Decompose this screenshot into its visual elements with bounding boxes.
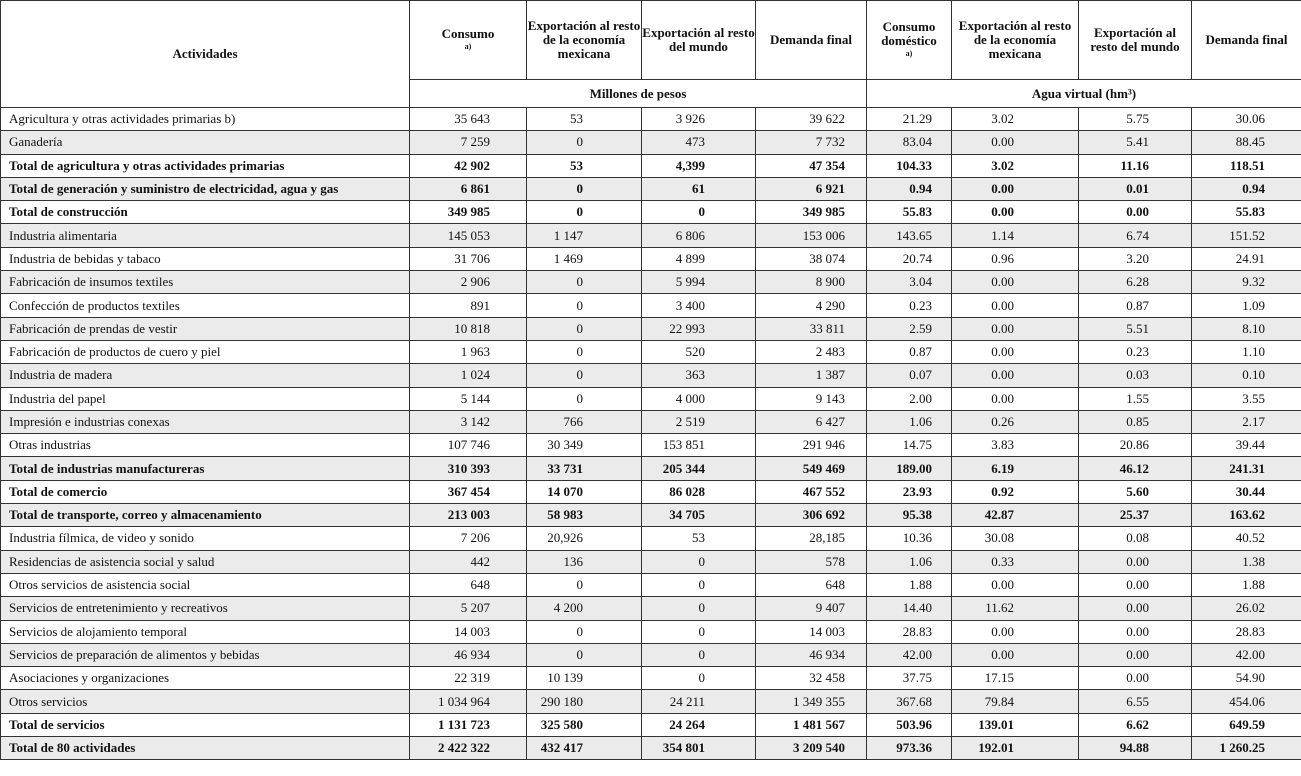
value-cell: 306 692 [756, 504, 867, 527]
activity-label: Total de agricultura y otras actividades primarias [1, 154, 410, 177]
value-cell: 6 861 [410, 177, 527, 200]
table-row [1, 340, 1301, 363]
value-cell: 0 [642, 573, 756, 596]
activity-label: Total de construcción [1, 201, 410, 224]
table-row [1, 527, 1301, 550]
value-cell: 5 207 [410, 597, 527, 620]
value-cell: 454.06 [1192, 690, 1301, 713]
value-cell: 20.86 [1079, 434, 1192, 457]
value-cell: 0 [527, 573, 642, 596]
column-header: Exportación al resto del mundo [1079, 1, 1192, 80]
value-cell: 1 469 [527, 247, 642, 270]
activity-label: Asociaciones y organizaciones [1, 667, 410, 690]
activity-label: Total de comercio [1, 480, 410, 503]
value-cell: 17.15 [952, 667, 1079, 690]
value-cell: 6 806 [642, 224, 756, 247]
value-cell: 39 622 [756, 108, 867, 131]
value-cell: 0 [642, 550, 756, 573]
value-cell: 6.62 [1079, 713, 1192, 736]
value-cell: 1 131 723 [410, 713, 527, 736]
value-cell: 3.83 [952, 434, 1079, 457]
value-cell: 0.00 [952, 340, 1079, 363]
value-cell: 2.17 [1192, 410, 1301, 433]
activity-label: Fabricación de prendas de vestir [1, 317, 410, 340]
value-cell: 104.33 [867, 154, 952, 177]
value-cell: 21.29 [867, 108, 952, 131]
activities-header: Actividades [1, 1, 410, 108]
value-cell: 0.33 [952, 550, 1079, 573]
value-cell: 0.94 [867, 177, 952, 200]
value-cell: 349 985 [410, 201, 527, 224]
value-cell: 192.01 [952, 737, 1079, 760]
table-row [1, 364, 1301, 387]
activity-label: Servicios de preparación de alimentos y bebidas [1, 643, 410, 666]
value-cell: 10 139 [527, 667, 642, 690]
value-cell: 3.02 [952, 154, 1079, 177]
value-cell: 0 [642, 643, 756, 666]
total-row [1, 177, 1301, 200]
value-cell: 22 319 [410, 667, 527, 690]
value-cell: 5.41 [1079, 131, 1192, 154]
value-cell: 9 143 [756, 387, 867, 410]
value-cell: 3.20 [1079, 247, 1192, 270]
value-cell: 549 469 [756, 457, 867, 480]
value-cell: 290 180 [527, 690, 642, 713]
activity-label: Servicios de entretenimiento y recreativos [1, 597, 410, 620]
value-cell: 0 [527, 317, 642, 340]
value-cell: 0.00 [952, 364, 1079, 387]
value-cell: 3.55 [1192, 387, 1301, 410]
value-cell: 0.00 [1079, 573, 1192, 596]
value-cell: 46 934 [410, 643, 527, 666]
value-cell: 0.23 [1079, 340, 1192, 363]
value-cell: 53 [642, 527, 756, 550]
value-cell: 0.00 [952, 294, 1079, 317]
value-cell: 9 407 [756, 597, 867, 620]
value-cell: 2 906 [410, 271, 527, 294]
value-cell: 3 926 [642, 108, 756, 131]
value-cell: 4 290 [756, 294, 867, 317]
value-cell: 55.83 [867, 201, 952, 224]
value-cell: 5.60 [1079, 480, 1192, 503]
column-header: Demanda final [1192, 1, 1301, 80]
value-cell: 33 731 [527, 457, 642, 480]
value-cell: 14 003 [410, 620, 527, 643]
value-cell: 0.01 [1079, 177, 1192, 200]
value-cell: 5 994 [642, 271, 756, 294]
value-cell: 0 [527, 177, 642, 200]
value-cell: 6 427 [756, 410, 867, 433]
value-cell: 26.02 [1192, 597, 1301, 620]
value-cell: 3 400 [642, 294, 756, 317]
value-cell: 88.45 [1192, 131, 1301, 154]
column-header: Consumo a) [410, 1, 527, 80]
value-cell: 0.00 [1079, 550, 1192, 573]
value-cell: 432 417 [527, 737, 642, 760]
value-cell: 7 732 [756, 131, 867, 154]
activity-label: Total de transporte, correo y almacenamiento [1, 504, 410, 527]
column-header: Exportación al resto de la economía mexicana [527, 1, 642, 80]
value-cell: 6 921 [756, 177, 867, 200]
total-row [1, 713, 1301, 736]
value-cell: 32 458 [756, 667, 867, 690]
value-cell: 163.62 [1192, 504, 1301, 527]
value-cell: 1.14 [952, 224, 1079, 247]
value-cell: 31 706 [410, 247, 527, 270]
value-cell: 442 [410, 550, 527, 573]
value-cell: 33 811 [756, 317, 867, 340]
value-cell: 503.96 [867, 713, 952, 736]
activity-label: Otras industrias [1, 434, 410, 457]
value-cell: 61 [642, 177, 756, 200]
value-cell: 30.44 [1192, 480, 1301, 503]
value-cell: 310 393 [410, 457, 527, 480]
value-cell: 0.00 [1079, 667, 1192, 690]
activity-label: Industria de bebidas y tabaco [1, 247, 410, 270]
activity-label: Total de industrias manufactureras [1, 457, 410, 480]
value-cell: 0.00 [1079, 620, 1192, 643]
value-cell: 47 354 [756, 154, 867, 177]
value-cell: 1.55 [1079, 387, 1192, 410]
activity-label: Impresión e industrias conexas [1, 410, 410, 433]
value-cell: 24.91 [1192, 247, 1301, 270]
column-header: Exportación al resto de la economía mexicana [952, 1, 1079, 80]
value-cell: 54.90 [1192, 667, 1301, 690]
column-header: Demanda final [756, 1, 867, 80]
activity-label: Total de generación y suministro de electricidad, agua y gas [1, 177, 410, 200]
activity-label: Agricultura y otras actividades primarias b) [1, 108, 410, 131]
value-cell: 0 [527, 294, 642, 317]
value-cell: 8.10 [1192, 317, 1301, 340]
value-cell: 0 [642, 620, 756, 643]
value-cell: 24 264 [642, 713, 756, 736]
value-cell: 58 983 [527, 504, 642, 527]
value-cell: 0.23 [867, 294, 952, 317]
value-cell: 1.38 [1192, 550, 1301, 573]
value-cell: 0.00 [952, 131, 1079, 154]
value-cell: 363 [642, 364, 756, 387]
value-cell: 3 209 540 [756, 737, 867, 760]
value-cell: 46 934 [756, 643, 867, 666]
value-cell: 4 200 [527, 597, 642, 620]
table-row [1, 597, 1301, 620]
value-cell: 38 074 [756, 247, 867, 270]
value-cell: 83.04 [867, 131, 952, 154]
value-cell: 136 [527, 550, 642, 573]
table-row [1, 690, 1301, 713]
value-cell: 891 [410, 294, 527, 317]
value-cell: 39.44 [1192, 434, 1301, 457]
value-cell: 86 028 [642, 480, 756, 503]
value-cell: 151.52 [1192, 224, 1301, 247]
value-cell: 14 003 [756, 620, 867, 643]
table-row [1, 294, 1301, 317]
value-cell: 0 [642, 597, 756, 620]
table-row [1, 387, 1301, 410]
value-cell: 42.87 [952, 504, 1079, 527]
table-row [1, 108, 1301, 131]
value-cell: 0.94 [1192, 177, 1301, 200]
value-cell: 53 [527, 108, 642, 131]
activity-label: Servicios de alojamiento temporal [1, 620, 410, 643]
value-cell: 1 024 [410, 364, 527, 387]
value-cell: 11.62 [952, 597, 1079, 620]
value-cell: 6.74 [1079, 224, 1192, 247]
total-row [1, 737, 1301, 760]
value-cell: 367 454 [410, 480, 527, 503]
total-row [1, 504, 1301, 527]
column-header: Exportación al resto del mundo [642, 1, 756, 80]
value-cell: 7 206 [410, 527, 527, 550]
value-cell: 9.32 [1192, 271, 1301, 294]
value-cell: 10.36 [867, 527, 952, 550]
table-row [1, 317, 1301, 340]
activity-label: Fabricación de insumos textiles [1, 271, 410, 294]
value-cell: 0.87 [867, 340, 952, 363]
value-cell: 14.75 [867, 434, 952, 457]
unit-water-header: Agua virtual (hm³) [867, 80, 1301, 108]
value-cell: 5.51 [1079, 317, 1192, 340]
value-cell: 0.08 [1079, 527, 1192, 550]
value-cell: 241.31 [1192, 457, 1301, 480]
value-cell: 0.87 [1079, 294, 1192, 317]
table-row [1, 643, 1301, 666]
value-cell: 1 034 964 [410, 690, 527, 713]
value-cell: 205 344 [642, 457, 756, 480]
value-cell: 2.59 [867, 317, 952, 340]
value-cell: 24 211 [642, 690, 756, 713]
value-cell: 1 147 [527, 224, 642, 247]
value-cell: 30 349 [527, 434, 642, 457]
activity-label: Total de 80 actividades [1, 737, 410, 760]
value-cell: 40.52 [1192, 527, 1301, 550]
value-cell: 578 [756, 550, 867, 573]
value-cell: 3.02 [952, 108, 1079, 131]
value-cell: 0.96 [952, 247, 1079, 270]
value-cell: 30.08 [952, 527, 1079, 550]
value-cell: 325 580 [527, 713, 642, 736]
value-cell: 42 902 [410, 154, 527, 177]
value-cell: 648 [410, 573, 527, 596]
value-cell: 20,926 [527, 527, 642, 550]
activity-label: Industria del papel [1, 387, 410, 410]
value-cell: 30.06 [1192, 108, 1301, 131]
activity-label: Fabricación de productos de cuero y piel [1, 340, 410, 363]
table-row [1, 573, 1301, 596]
value-cell: 46.12 [1079, 457, 1192, 480]
table-row [1, 667, 1301, 690]
table-row [1, 247, 1301, 270]
value-cell: 1.10 [1192, 340, 1301, 363]
activity-label: Industria fílmica, de video y sonido [1, 527, 410, 550]
value-cell: 0.00 [952, 387, 1079, 410]
header-row [1, 1, 1301, 80]
value-cell: 25.37 [1079, 504, 1192, 527]
value-cell: 649.59 [1192, 713, 1301, 736]
table-row [1, 620, 1301, 643]
column-header: Consumo doméstico a) [867, 1, 952, 80]
value-cell: 473 [642, 131, 756, 154]
total-row [1, 154, 1301, 177]
value-cell: 7 259 [410, 131, 527, 154]
value-cell: 1 387 [756, 364, 867, 387]
value-cell: 10 818 [410, 317, 527, 340]
activity-label: Industria alimentaria [1, 224, 410, 247]
value-cell: 0.00 [952, 271, 1079, 294]
value-cell: 107 746 [410, 434, 527, 457]
value-cell: 1 349 355 [756, 690, 867, 713]
activity-label: Industria de madera [1, 364, 410, 387]
value-cell: 118.51 [1192, 154, 1301, 177]
activity-label: Confección de productos textiles [1, 294, 410, 317]
value-cell: 37.75 [867, 667, 952, 690]
value-cell: 354 801 [642, 737, 756, 760]
value-cell: 0 [527, 364, 642, 387]
activity-label: Otros servicios [1, 690, 410, 713]
value-cell: 1.06 [867, 550, 952, 573]
total-row [1, 480, 1301, 503]
value-cell: 4 899 [642, 247, 756, 270]
value-cell: 0.03 [1079, 364, 1192, 387]
value-cell: 189.00 [867, 457, 952, 480]
value-cell: 153 851 [642, 434, 756, 457]
value-cell: 4 000 [642, 387, 756, 410]
value-cell: 0.00 [1079, 643, 1192, 666]
value-cell: 53 [527, 154, 642, 177]
table-row [1, 410, 1301, 433]
value-cell: 28.83 [1192, 620, 1301, 643]
value-cell: 3.04 [867, 271, 952, 294]
value-cell: 11.16 [1079, 154, 1192, 177]
value-cell: 0.00 [1079, 201, 1192, 224]
value-cell: 0.00 [952, 201, 1079, 224]
table-row [1, 434, 1301, 457]
value-cell: 0.00 [1079, 597, 1192, 620]
value-cell: 0 [527, 340, 642, 363]
value-cell: 0.85 [1079, 410, 1192, 433]
activity-label: Total de servicios [1, 713, 410, 736]
value-cell: 0 [527, 201, 642, 224]
value-cell: 520 [642, 340, 756, 363]
value-cell: 6.28 [1079, 271, 1192, 294]
value-cell: 8 900 [756, 271, 867, 294]
value-cell: 213 003 [410, 504, 527, 527]
value-cell: 35 643 [410, 108, 527, 131]
value-cell: 3 142 [410, 410, 527, 433]
value-cell: 28,185 [756, 527, 867, 550]
unit-pesos-header: Millones de pesos [410, 80, 867, 108]
value-cell: 139.01 [952, 713, 1079, 736]
value-cell: 0.07 [867, 364, 952, 387]
value-cell: 5 144 [410, 387, 527, 410]
activity-label: Ganadería [1, 131, 410, 154]
value-cell: 349 985 [756, 201, 867, 224]
table-row [1, 550, 1301, 573]
value-cell: 153 006 [756, 224, 867, 247]
value-cell: 6.19 [952, 457, 1079, 480]
value-cell: 0 [527, 387, 642, 410]
value-cell: 0.00 [952, 643, 1079, 666]
value-cell: 79.84 [952, 690, 1079, 713]
value-cell: 23.93 [867, 480, 952, 503]
value-cell: 94.88 [1079, 737, 1192, 760]
value-cell: 2 483 [756, 340, 867, 363]
value-cell: 0.92 [952, 480, 1079, 503]
value-cell: 367.68 [867, 690, 952, 713]
value-cell: 6.55 [1079, 690, 1192, 713]
value-cell: 648 [756, 573, 867, 596]
value-cell: 4,399 [642, 154, 756, 177]
value-cell: 1.09 [1192, 294, 1301, 317]
value-cell: 0 [527, 271, 642, 294]
value-cell: 14.40 [867, 597, 952, 620]
total-row [1, 201, 1301, 224]
table-row [1, 224, 1301, 247]
activity-label: Otros servicios de asistencia social [1, 573, 410, 596]
value-cell: 0 [527, 620, 642, 643]
value-cell: 766 [527, 410, 642, 433]
value-cell: 0 [527, 131, 642, 154]
value-cell: 467 552 [756, 480, 867, 503]
value-cell: 0.00 [952, 177, 1079, 200]
value-cell: 973.36 [867, 737, 952, 760]
value-cell: 1 481 567 [756, 713, 867, 736]
value-cell: 2 422 322 [410, 737, 527, 760]
value-cell: 1.88 [867, 573, 952, 596]
value-cell: 95.38 [867, 504, 952, 527]
value-cell: 14 070 [527, 480, 642, 503]
value-cell: 22 993 [642, 317, 756, 340]
value-cell: 0.00 [952, 317, 1079, 340]
value-cell: 0.10 [1192, 364, 1301, 387]
activity-label: Residencias de asistencia social y salud [1, 550, 410, 573]
value-cell: 1 260.25 [1192, 737, 1301, 760]
value-cell: 0 [642, 667, 756, 690]
value-cell: 1.06 [867, 410, 952, 433]
value-cell: 145 053 [410, 224, 527, 247]
table-row [1, 131, 1301, 154]
value-cell: 0.00 [952, 573, 1079, 596]
value-cell: 42.00 [867, 643, 952, 666]
value-cell: 42.00 [1192, 643, 1301, 666]
value-cell: 5.75 [1079, 108, 1192, 131]
value-cell: 0 [527, 643, 642, 666]
value-cell: 2.00 [867, 387, 952, 410]
value-cell: 0.26 [952, 410, 1079, 433]
value-cell: 34 705 [642, 504, 756, 527]
table-row [1, 271, 1301, 294]
total-row [1, 457, 1301, 480]
value-cell: 143.65 [867, 224, 952, 247]
value-cell: 2 519 [642, 410, 756, 433]
value-cell: 0 [642, 201, 756, 224]
value-cell: 0.00 [952, 620, 1079, 643]
value-cell: 1.88 [1192, 573, 1301, 596]
value-cell: 20.74 [867, 247, 952, 270]
value-cell: 291 946 [756, 434, 867, 457]
value-cell: 1 963 [410, 340, 527, 363]
value-cell: 28.83 [867, 620, 952, 643]
value-cell: 55.83 [1192, 201, 1301, 224]
